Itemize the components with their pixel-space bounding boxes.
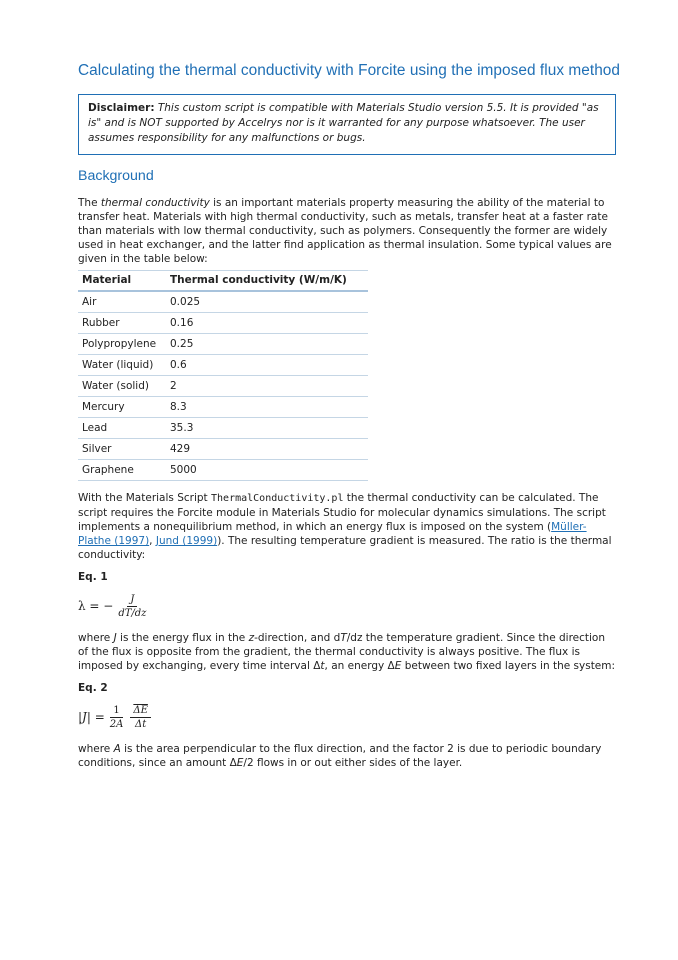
table-row <box>78 334 368 355</box>
value-cell: 0.6 <box>166 355 368 376</box>
disclaimer-box <box>78 94 616 155</box>
value-cell: 0.25 <box>166 334 368 355</box>
text-run: ). The resulting temperature gradient is measured. The ratio is the thermal conductivity: <box>78 535 612 561</box>
symbol-area: A <box>113 743 121 755</box>
text-run: is the area perpendicular to the flux direction, and the factor 2 is due to periodic boundary conditions, since an amount Δ <box>78 743 602 769</box>
symbol-time: t <box>320 660 325 672</box>
material-cell: Graphene <box>78 460 166 481</box>
equation-1-explanation <box>78 631 616 673</box>
text-run: The <box>78 197 101 209</box>
column-header-material: Material <box>78 271 166 292</box>
table-row <box>78 291 368 313</box>
equation-2 <box>78 698 616 736</box>
value-cell: 8.3 <box>166 397 368 418</box>
symbol-j: J <box>113 632 117 644</box>
material-cell: Air <box>78 291 166 313</box>
text-run: where <box>78 632 114 644</box>
equation-label-1: Eq. 1 <box>78 571 108 583</box>
symbol-z: z <box>248 632 255 644</box>
script-filename: ThermalConductivity.pl <box>211 493 344 504</box>
text-run: , <box>149 535 156 547</box>
material-cell: Rubber <box>78 313 166 334</box>
equation-2-explanation <box>78 742 616 770</box>
page-title: Calculating the thermal conductivity with Forcite using the imposed flux method <box>78 62 621 79</box>
text-run: , an energy Δ <box>324 660 395 672</box>
column-header-conductivity: Thermal conductivity (W/m/K) <box>166 271 368 292</box>
value-cell: 35.3 <box>166 418 368 439</box>
text-run: /2 flows in or out either sides of the layer. <box>243 757 463 769</box>
equation-2-numerator-1: 1 <box>110 705 122 718</box>
emphasis-term: thermal conductivity <box>100 197 210 209</box>
symbol-energy: E <box>236 757 244 769</box>
text-run: where <box>78 743 114 755</box>
material-cell: Lead <box>78 418 166 439</box>
table-row <box>78 376 368 397</box>
material-cell: Silver <box>78 439 166 460</box>
table-row <box>78 355 368 376</box>
table-row <box>78 313 368 334</box>
text-run: With the Materials Script <box>78 492 212 504</box>
text-run: the thermal conductivity can be calculated. The script requires the Forcite module in Materials Studio for molecular dynamics simulations. The script implements a nonequilibrium method, in which an energy flux is imposed on the system ( <box>78 492 606 533</box>
conductivity-table <box>78 270 368 481</box>
text-run: -direction, and d <box>254 632 341 644</box>
equation-1-denominator: dT/dz <box>118 607 147 619</box>
table-header-row <box>78 271 368 292</box>
equation-2-fraction-2 <box>130 705 151 730</box>
reference-link-jund[interactable]: Jund (1999) <box>155 535 218 547</box>
disclaimer-text: This custom script is compatible with Materials Studio version 5.5. It is provided "as is" and is NOT supported by Accelrys nor is it warranted for any purpose whatsoever. The user assumes responsibility for any malfunctions or bugs. <box>88 102 599 144</box>
text-run: is the energy flux in the <box>116 632 249 644</box>
equation-2-lhs: |J| = <box>78 710 105 724</box>
disclaimer-label: Disclaimer: <box>88 102 155 114</box>
equation-1-numerator: J <box>127 594 137 607</box>
value-cell: 5000 <box>166 460 368 481</box>
equation-2-denominator-2: Δt <box>135 718 147 730</box>
table-row <box>78 397 368 418</box>
symbol-t: T <box>340 632 347 644</box>
text-run: is an important materials property measuring the ability of the material to transfer heat. Materials with high thermal conductivity, such as metals, transfer heat at a faster rate than materials with low thermal conductivity, such as polymers. Consequently the former are widely used in heat exchanger, and the latter find application as thermal insulation. Some typical values are given in the table below: <box>78 197 612 265</box>
section-heading-background: Background <box>78 168 154 184</box>
equation-2-numerator-2: $\overline{\Delta E}$ <box>130 705 151 718</box>
equation-1-lhs: λ = − <box>78 599 114 613</box>
value-cell: 0.16 <box>166 313 368 334</box>
script-paragraph <box>78 491 616 562</box>
material-cell: Water (liquid) <box>78 355 166 376</box>
value-cell: 429 <box>166 439 368 460</box>
table-row <box>78 460 368 481</box>
equation-1 <box>78 587 616 625</box>
equation-2-fraction-1 <box>107 705 127 730</box>
material-cell: Water (solid) <box>78 376 166 397</box>
text-run: between two fixed layers in the system: <box>401 660 616 672</box>
value-cell: 0.025 <box>166 291 368 313</box>
value-cell: 2 <box>166 376 368 397</box>
reference-link-muller-plathe[interactable]: Müller-Plathe (1997) <box>78 521 587 547</box>
equation-label-2: Eq. 2 <box>78 682 108 694</box>
table-row <box>78 439 368 460</box>
material-cell: Polypropylene <box>78 334 166 355</box>
symbol-energy: E <box>394 660 402 672</box>
text-run: /dz the temperature gradient. Since the direction of the flux is opposite from the gradient, the thermal conductivity is always positive. The flux is imposed by exchanging, every time interval Δ <box>78 632 606 672</box>
equation-1-fraction <box>115 594 149 619</box>
background-paragraph <box>78 196 616 266</box>
table-row <box>78 418 368 439</box>
material-cell: Mercury <box>78 397 166 418</box>
equation-2-denominator-1: 2A <box>109 718 124 730</box>
